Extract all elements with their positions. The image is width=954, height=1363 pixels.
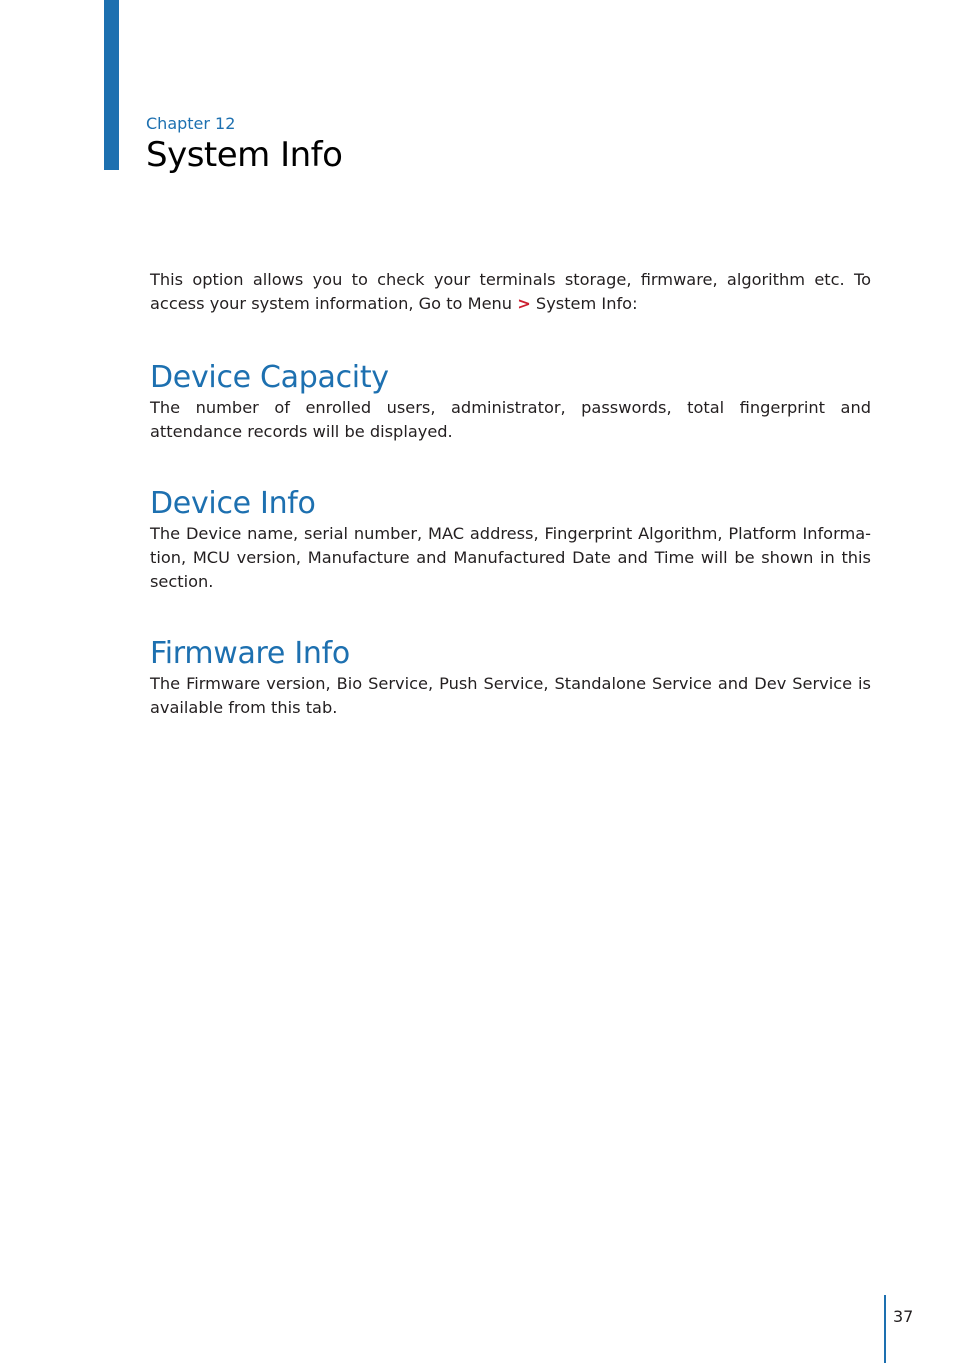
section-device-capacity [150,360,871,444]
chapter-accent-bar [104,0,119,170]
footer-rule [884,1295,886,1363]
page-number: 37 [893,1307,914,1326]
intro-text-after: System Info: [530,294,638,313]
chapter-title: System Info [146,135,343,175]
section-body: The Firmware version, Bio Service, Push Service, Standalone Service and Dev Service is available from this tab. [150,674,871,717]
intro-text-before: This option allows you to check your terminals storage, firmware, algorithm etc. To access your system information, Go to Menu [150,270,871,313]
section-heading: Device Info [150,486,316,521]
section-firmware-info [150,636,871,720]
intro-paragraph [150,268,871,316]
section-device-info [150,486,871,594]
chapter-number: Chapter 12 [146,114,236,133]
menu-separator: > [517,294,531,313]
section-body: The number of enrolled users, administrator, passwords, total fingerprint and attendance records will be displayed. [150,398,871,441]
section-body: The Device name, serial number, MAC address, Fingerprint Algorithm, Platform Information, MCU version, Manufacture and Manufactured Date and Time will be shown in this section. [150,524,871,591]
section-heading: Device Capacity [150,360,389,395]
section-heading: Firmware Info [150,636,350,671]
